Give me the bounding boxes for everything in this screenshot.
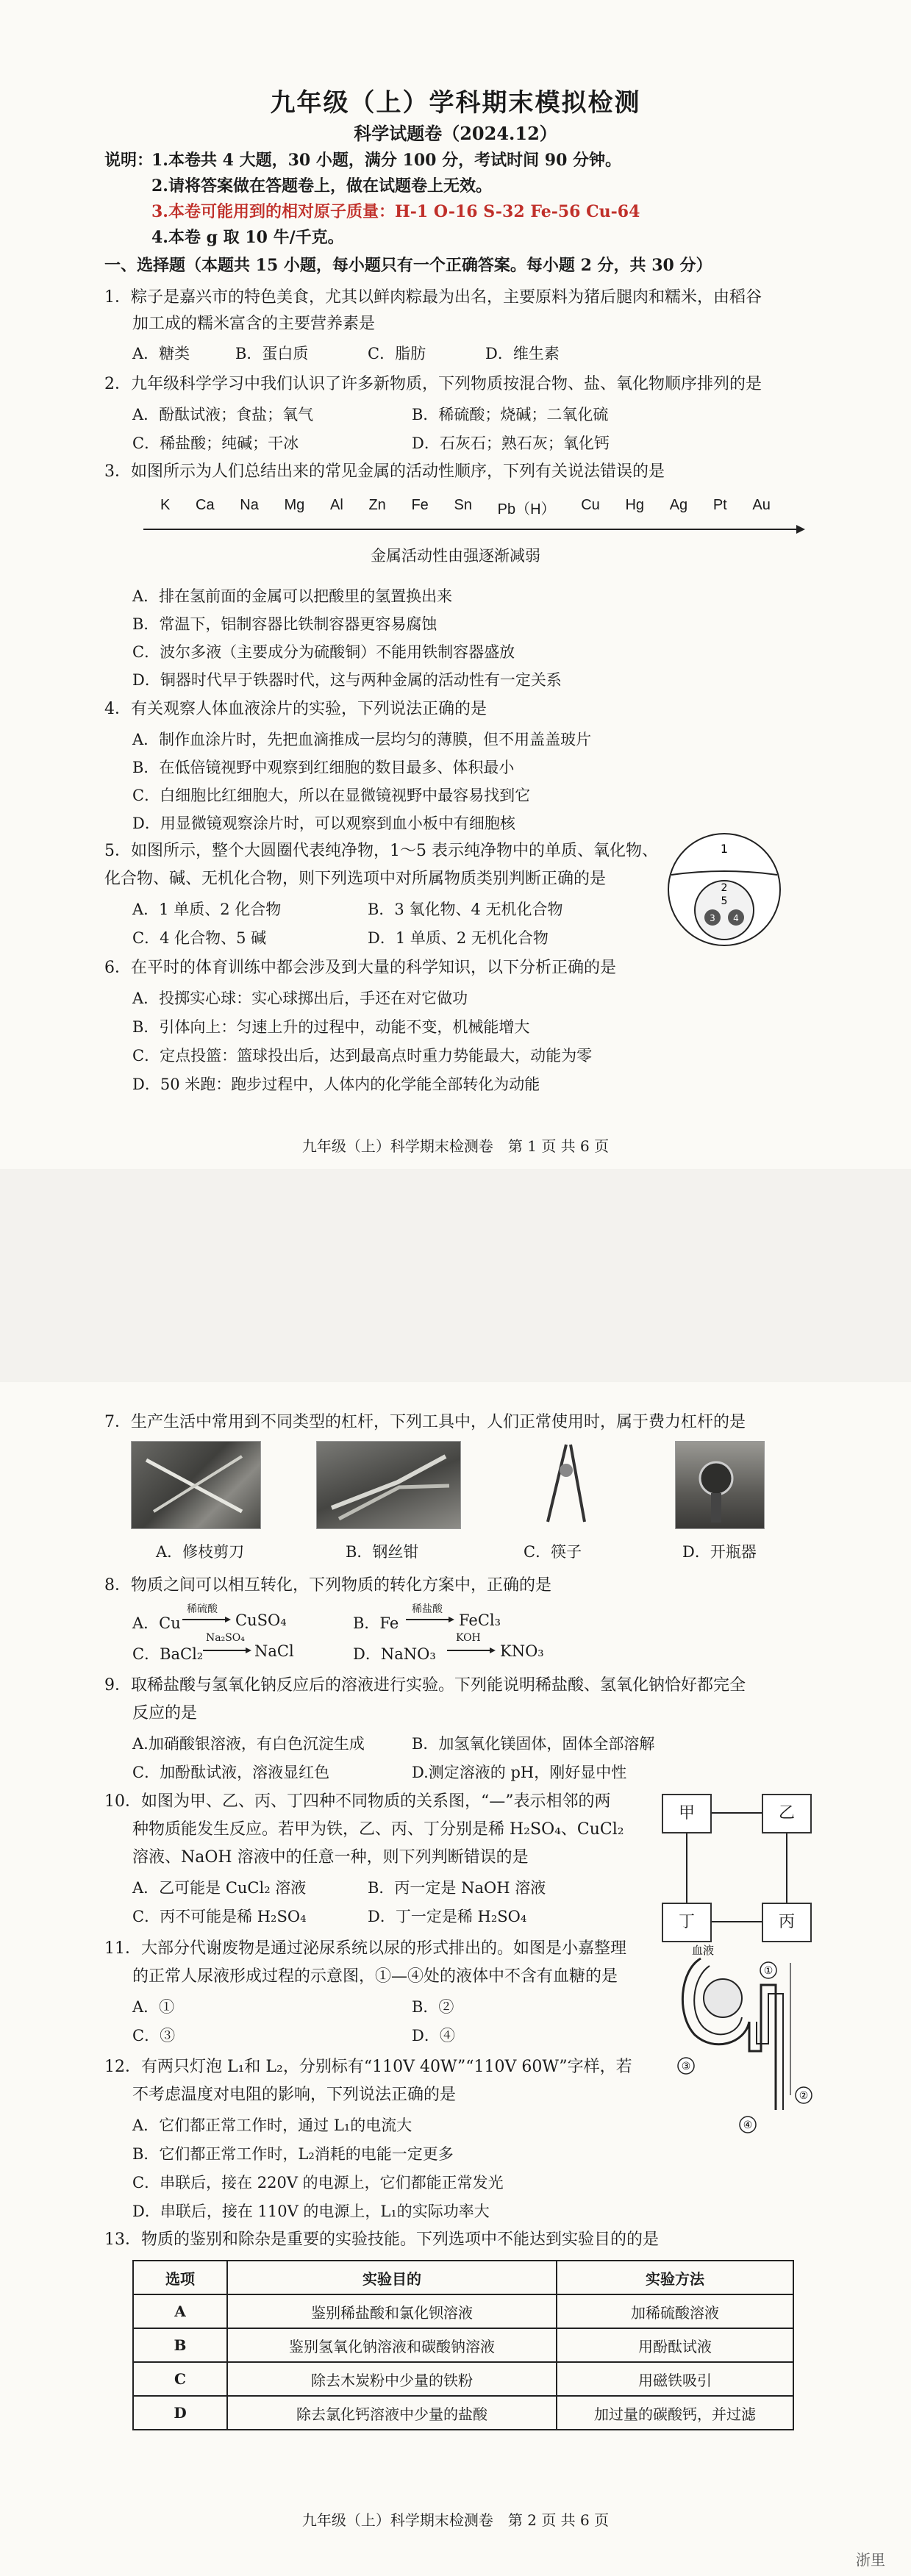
exam-title: 九年级（上）学科期末模拟检测 (270, 88, 641, 118)
table-cell: 加过量的碳酸钙，并过滤 (557, 2396, 793, 2430)
metal-pt: Pt (712, 497, 727, 513)
q8-option-d (353, 1632, 603, 1664)
metal-activity-series (160, 497, 771, 518)
q8-d-reactant: D．NaNO₃ (353, 1645, 436, 1663)
q8-option-b (353, 1601, 588, 1634)
q8-stem: 8．物质之间可以相互转化，下列物质的转化方案中，正确的是 (104, 1576, 551, 1595)
metal-sn: Sn (454, 497, 472, 513)
table-row (133, 2294, 793, 2328)
table-cell: 加稀硫酸溶液 (557, 2294, 793, 2328)
table-cell: 鉴别稀盐酸和氯化钡溶液 (227, 2294, 557, 2328)
q4-stem: 4．有关观察人体血液涂片的实验，下列说法正确的是 (104, 700, 487, 718)
q10-option-d: D．丁一定是稀 H₂SO₄ (368, 1908, 527, 1925)
q8-option-a (132, 1601, 368, 1634)
q9-option-b: B．加氢氧化镁固体，固体全部溶解 (412, 1735, 655, 1753)
q9-option-a: A.加硝酸银溶液，有白色沉淀生成 (132, 1735, 365, 1753)
table-cell: 用磁铁吸引 (557, 2362, 793, 2396)
q8-d-arrow (447, 1647, 496, 1654)
q6-option-c: C．定点投篮：篮球投出后，达到最高点时重力势能最大，动能为零 (132, 1047, 593, 1065)
q8-option-c (132, 1632, 368, 1664)
q7-option-a: A．修枝剪刀 (156, 1543, 245, 1561)
table-cell: 鉴别氢氧化钠溶液和碳酸钠溶液 (227, 2328, 557, 2362)
q8-c-condition: Na₂SO₄ (206, 1632, 245, 1644)
box-yi: 乙 (762, 1794, 812, 1833)
q4-option-b: B．在低倍镜视野中观察到红细胞的数目最多、体积最小 (132, 759, 515, 776)
q3-option-d: D．铜器时代早于铁器时代，这与两种金属的活动性有一定关系 (132, 671, 562, 689)
q9-option-d: D.测定溶液的 pH，刚好显中性 (412, 1764, 627, 1781)
q11-option-d: D．④ (412, 2027, 455, 2044)
metal-na: Na (240, 497, 259, 513)
exam-subtitle: 科学试题卷（2024.12） (354, 123, 557, 144)
q9-stem-line1: 9．取稀盐酸与氢氧化钠反应后的溶液进行实验。下列能说明稀盐酸、氢氧化钠恰好都完全 (104, 1676, 746, 1695)
table-cell: D (133, 2396, 227, 2430)
metal-au: Au (752, 497, 771, 513)
table-row (133, 2396, 793, 2430)
q6-option-b: B．引体向上：匀速上升的过程中，动能不变，机械能增大 (132, 1018, 530, 1036)
q8-a-product: CuSO₄ (235, 1611, 287, 1629)
q10-option-b: B．丙一定是 NaOH 溶液 (368, 1879, 546, 1897)
q1-stem-line2: 加工成的糯米富含的主要营养素是 (132, 315, 376, 333)
q1-option-b: B．蛋白质 (235, 345, 309, 362)
q5-label-3: 3 (710, 913, 715, 923)
table-header: 实验方法 (557, 2261, 793, 2294)
q8-a-reactant: A．Cu (132, 1614, 181, 1632)
q5-stem-line1: 5．如图所示，整个大圆圈代表纯净物，1～5 表示纯净物中的单质、氧化物、 (104, 842, 658, 860)
q3-option-a: A．排在氢前面的金属可以把酸里的氢置换出来 (132, 587, 453, 605)
q11-option-c: C．③ (132, 2027, 176, 2044)
q2-option-b: B．稀硫酸；烧碱；二氧化硫 (412, 406, 609, 423)
activity-arrow (143, 523, 805, 535)
q11-option-a: A．① (132, 1998, 175, 2016)
table-header: 选项 (133, 2261, 227, 2294)
box-bing: 丙 (762, 1903, 812, 1942)
q8-c-product: NaCl (254, 1642, 294, 1660)
metal-hg: Hg (625, 497, 645, 513)
q8-c-arrow (203, 1647, 251, 1654)
q5-classification-diagram (665, 831, 783, 948)
box-ding: 丁 (662, 1903, 712, 1942)
q6-stem: 6．在平时的体育训练中都会涉及到大量的科学知识，以下分析正确的是 (104, 959, 616, 977)
page-gap (0, 1169, 911, 1382)
q2-option-c: C．稀盐酸；纯碱；干冰 (132, 434, 299, 452)
q7-option-c: C．筷子 (524, 1543, 582, 1561)
q11-option-b: B．② (412, 1998, 454, 2016)
q11-stem-line2: 的正常人尿液形成过程的示意图，①—④处的液体中不含有血糖的是 (132, 1967, 618, 1986)
q12-option-d: D．串联后，接在 110V 的电源上，L₁的实际功率大 (132, 2203, 490, 2220)
q8-b-arrow (406, 1616, 454, 1623)
wire-pliers-photo (316, 1441, 461, 1529)
instruction-1: 1.本卷共 4 大题，30 小题，满分 100 分，考试时间 90 分钟。 (151, 151, 622, 170)
q5-option-c: C．4 化合物、5 碱 (132, 929, 267, 947)
q8-b-condition: 稀盐酸 (412, 1603, 443, 1615)
metal-ag: Ag (669, 497, 688, 513)
table-row (133, 2362, 793, 2396)
nephron-label-2: ② (799, 2090, 809, 2102)
chopsticks-photo (515, 1441, 610, 1528)
q4-option-d: D．用显微镜观察涂片时，可以观察到血小板中有细胞核 (132, 815, 515, 832)
q8-b-product: FeCl₃ (459, 1611, 501, 1629)
q11-stem-line1: 11．大部分代谢废物是通过泌尿系统以尿的形式排出的。如图是小嘉整理 (104, 1939, 626, 1958)
table-cell: 用酚酞试液 (557, 2328, 793, 2362)
q2-option-a: A．酚酞试液；食盐；氧气 (132, 406, 314, 423)
q3-option-b: B．常温下，铝制容器比铁制容器更容易腐蚀 (132, 615, 437, 633)
q1-stem-line1: 1．粽子是嘉兴市的特色美食，尤其以鲜肉粽最为出名，主要原料为猪后腿肉和糯米，由稻谷 (104, 288, 762, 307)
q5-label-2: 2 (721, 882, 728, 894)
instruction-4: 4.本卷 g 取 10 牛/千克。 (151, 228, 344, 247)
q5-label-5: 5 (721, 895, 728, 907)
q5-label-4: 4 (733, 913, 739, 923)
q10-stem-line3: 溶液、NaOH 溶液中的任意一种，则下列判断错误的是 (132, 1848, 529, 1867)
page-1 (0, 0, 911, 1169)
q9-stem-line2: 反应的是 (132, 1704, 198, 1722)
metal-ca: Ca (196, 497, 215, 513)
q12-option-a: A．它们都正常工作时，通过 L₁的电流大 (132, 2117, 412, 2134)
metal-cu: Cu (581, 497, 600, 513)
table-cell: C (133, 2362, 227, 2396)
instructions-label: 说明： (104, 151, 154, 170)
q4-option-a: A．制作血涂片时，先把血滴推成一层均匀的薄膜，但不用盖盖玻片 (132, 731, 592, 748)
watermark: 浙里 (856, 2552, 885, 2569)
q8-a-condition: 稀硫酸 (187, 1603, 218, 1615)
table-cell: 除去木炭粉中少量的铁粉 (227, 2362, 557, 2396)
q3-stem: 3．如图所示为人们总结出来的常见金属的活动性顺序，下列有关说法错误的是 (104, 462, 665, 481)
activity-arrow-label: 金属活动性由强逐渐减弱 (371, 547, 540, 565)
table-cell: B (133, 2328, 227, 2362)
metal-fe: Fe (411, 497, 429, 513)
metal-pb-h: Pb（H） (497, 501, 556, 518)
q4-option-c: C．白细胞比红细胞大，所以在显微镜视野中最容易找到它 (132, 787, 531, 804)
q13-table (132, 2260, 794, 2430)
metal-k: K (160, 497, 171, 513)
q5-option-d: D．1 单质、2 无机化合物 (368, 929, 549, 947)
q5-stem-line2: 化合物、碱、无机化合物，则下列选项中对所属物质类别判断正确的是 (104, 870, 607, 888)
q1-option-d: D．维生素 (485, 345, 560, 362)
pruning-shears-photo (131, 1441, 261, 1529)
table-header: 实验目的 (227, 2261, 557, 2294)
q12-option-c: C．串联后，接在 220V 的电源上，它们都能正常发光 (132, 2174, 504, 2192)
q10-stem-line2: 种物质能发生反应。若甲为铁，乙、丙、丁分别是稀 H₂SO₄、CuCl₂ (132, 1820, 624, 1839)
nephron-diagram (665, 1941, 827, 2139)
section-1-heading: 一、选择题（本题共 15 小题，每小题只有一个正确答案。每小题 2 分，共 30 分） (104, 256, 712, 275)
nephron-label-1: ① (763, 1965, 774, 1977)
nephron-label-3: ③ (681, 2061, 691, 2072)
box-jia: 甲 (662, 1794, 712, 1833)
page-1-footer: 九年级（上）科学期末检测卷 第 1 页 共 6 页 (301, 1137, 610, 1155)
metal-al: Al (329, 497, 343, 513)
page-2 (0, 1382, 911, 2576)
bottle-opener-photo (675, 1441, 765, 1529)
q5-label-1: 1 (720, 842, 729, 856)
table-cell: 除去氯化钙溶液中少量的盐酸 (227, 2396, 557, 2430)
table-row (133, 2328, 793, 2362)
q2-option-d: D．石灰石；熟石灰；氧化钙 (412, 434, 610, 452)
q8-c-reactant: C．BaCl₂ (132, 1645, 204, 1663)
q2-stem: 2．九年级科学学习中我们认识了许多新物质，下列物质按混合物、盐、氧化物顺序排列的是 (104, 375, 762, 393)
q12-stem-line2: 不考虑温度对电阻的影响，下列说法正确的是 (132, 2086, 457, 2104)
metal-zn: Zn (368, 497, 386, 513)
q9-option-c: C．加酚酞试液，溶液显红色 (132, 1764, 330, 1781)
q7-stem: 7．生产生活中常用到不同类型的杠杆，下列工具中，人们正常使用时，属于费力杠杆的是 (104, 1413, 746, 1431)
q1-option-a: A．糖类 (132, 345, 190, 362)
table-header-row (133, 2261, 793, 2294)
instruction-3: 3.本卷可能用到的相对原子质量：H-1 O-16 S-32 Fe-56 Cu-64 (151, 202, 640, 221)
nephron-label-4: ④ (743, 2119, 753, 2131)
q8-d-condition: KOH (456, 1632, 481, 1644)
q12-option-b: B．它们都正常工作时，L₂消耗的电能一定更多 (132, 2145, 454, 2163)
table-cell: A (133, 2294, 227, 2328)
page-2-footer: 九年级（上）科学期末检测卷 第 2 页 共 6 页 (301, 2511, 610, 2529)
q8-a-arrow (182, 1616, 231, 1623)
nephron-label-blood: 血液 (692, 1944, 715, 1957)
q13-stem: 13．物质的鉴别和除杂是重要的实验技能。下列选项中不能达到实验目的的是 (104, 2230, 659, 2249)
q6-option-d: D．50 米跑：跑步过程中，人体内的化学能全部转化为动能 (132, 1076, 540, 1093)
q1-option-c: C．脂肪 (368, 345, 426, 362)
q7-option-d: D．开瓶器 (682, 1543, 757, 1561)
instruction-2: 2.请将答案做在答题卷上，做在试题卷上无效。 (151, 176, 492, 196)
q12-stem-line1: 12．有两只灯泡 L₁和 L₂，分别标有“110V 40W”“110V 60W”字样，若 (104, 2058, 632, 2076)
q10-option-c: C．丙不可能是稀 H₂SO₄ (132, 1908, 307, 1925)
q7-option-b: B．钢丝钳 (346, 1543, 419, 1561)
q10-option-a: A．乙可能是 CuCl₂ 溶液 (132, 1879, 307, 1897)
q5-option-a: A．1 单质、2 化合物 (132, 901, 282, 918)
q6-option-a: A．投掷实心球：实心球掷出后，手还在对它做功 (132, 990, 468, 1007)
metal-mg: Mg (284, 497, 305, 513)
q10-stem-line1: 10．如图为甲、乙、丙、丁四种不同物质的关系图，“—”表示相邻的两 (104, 1792, 611, 1811)
q8-b-reactant: B．Fe (353, 1614, 399, 1632)
q3-option-c: C．波尔多液（主要成分为硫酸铜）不能用铁制容器盛放 (132, 643, 515, 661)
q8-d-product: KNO₃ (500, 1642, 544, 1660)
q5-option-b: B．3 氧化物、4 无机化合物 (368, 901, 563, 918)
